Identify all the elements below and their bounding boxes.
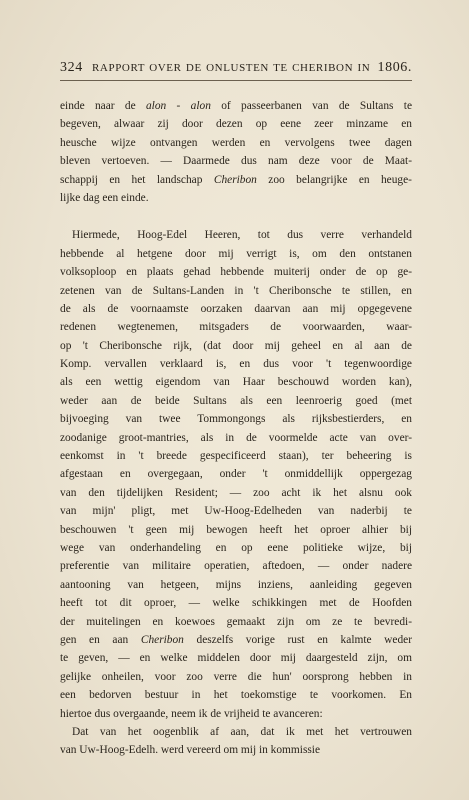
header-year: 1806. (377, 60, 412, 75)
text-line: afgestaan en overgegaan, onder 't onmiddellijk oppergezag (60, 468, 412, 481)
text-line: van mijn' pligt, met Uw-Hoog-Edelheden van naderbij te (60, 505, 412, 518)
header-rule (60, 80, 412, 81)
text-line: Hiermede, Hoog-Edel Heeren, tot dus verre verhandeld (72, 229, 412, 242)
text-line: lijke dag een einde. (60, 191, 149, 204)
text-line: eenkomst in 't breede gespecificeerd staan), ter beheering is (60, 450, 412, 463)
text-line: van den tijdelijken Resident; — zoo acht ik het alsnu ook (60, 486, 412, 499)
text-line: volksoploop en plaats gehad hebbende muiterij onder de op ge- (60, 266, 412, 279)
text-line: zoodanige groot-mantries, als in de voormelde acte van over- (60, 431, 412, 444)
text-line: gelijke onheilen, voor zoo verre die hun' oorsprong hebben in (60, 670, 412, 683)
text-line: zetenen van de Sultans-Landen in 't Cheribonsche te stillen, en (60, 284, 412, 297)
text-line: een bedorven bestuur in het toekomstige te voorkomen. En (60, 689, 412, 702)
running-title: RAPPORT OVER DE ONLUSTEN TE CHERIBON IN (92, 62, 371, 74)
text-line: der muitelingen en koewoes gemaakt zijn om ze te bevredi- (60, 615, 412, 628)
text-line: einde naar de alon - alon of passeerbanen van de Sultans te (60, 100, 412, 112)
text-line: heusche wijze ontvangen werden en vervolgens twee dagen (60, 136, 412, 149)
text-line: hebbende al hetgene door mij verrigt is, om den ontstanen (60, 247, 412, 260)
text-line: van Uw-Hoog-Edelh. werd vereerd om mij in kommissie (60, 744, 321, 757)
text-line: bleven vertoeven. — Daarmede dus nam deze voor de Maat- (60, 155, 412, 168)
text-line: de als de voornaamste oorzaken daarvan aan mij opgegevene (60, 302, 412, 315)
text-line: Komp. vervallen verklaard is, en dus voor 't tegenwoordige (60, 358, 412, 371)
text-line: te geven, — en welke middelen door mij daargesteld zijn, om (60, 652, 412, 665)
text-line: aantooning van hetgeen, mijns inziens, aanleiding gegeven (60, 578, 412, 591)
text-line: weder aan de beide Sultans als een leenroerig goed (met (60, 394, 412, 407)
text-line: bijvoeging van twee Tommongongs als rijksbestierders, en (60, 413, 412, 426)
text-line: preferentie van militaire operatien, aftedoen, — onder nadere (60, 560, 412, 573)
text-line: begeven, alwaar zij door dezen op eene zeer minzame en (60, 118, 412, 131)
page-number: 324 (60, 60, 83, 75)
text-line: heeft tot dit oproer, — welke schikkingen met de Hoofden (60, 597, 412, 610)
text-line: Dat van het oogenblik af aan, dat ik met het vertrouwen (72, 725, 412, 738)
text-line: beschouwen 't geen mij bewogen heeft het oproer alhier bij (60, 523, 412, 536)
running-header (60, 60, 412, 80)
paragraph-3 (60, 723, 412, 760)
text-line: schappij en het landschap Cheribon zoo belangrijke en heuge- (60, 173, 412, 186)
text-line: als een wettig eigendom van Haar beschouwd worden kan), (60, 376, 412, 389)
page-body (60, 97, 412, 760)
paragraph-1 (60, 97, 412, 207)
text-line: wege van onderhandeling en op eene politieke wijze, bij (60, 541, 412, 554)
paragraph-2 (60, 226, 412, 723)
text-line: op 't Cheribonsche rijk, (dat door mij geheel en al aan de (60, 339, 412, 352)
text-line: gen en aan Cheribon deszelfs vorige rust en kalmte weder (60, 633, 412, 646)
text-line: redenen wegtenemen, mitsgaders de voorwaarden, waar- (60, 321, 412, 334)
text-line: hiertoe dus overgaande, neem ik de vrijheid te avanceren: (60, 707, 323, 720)
